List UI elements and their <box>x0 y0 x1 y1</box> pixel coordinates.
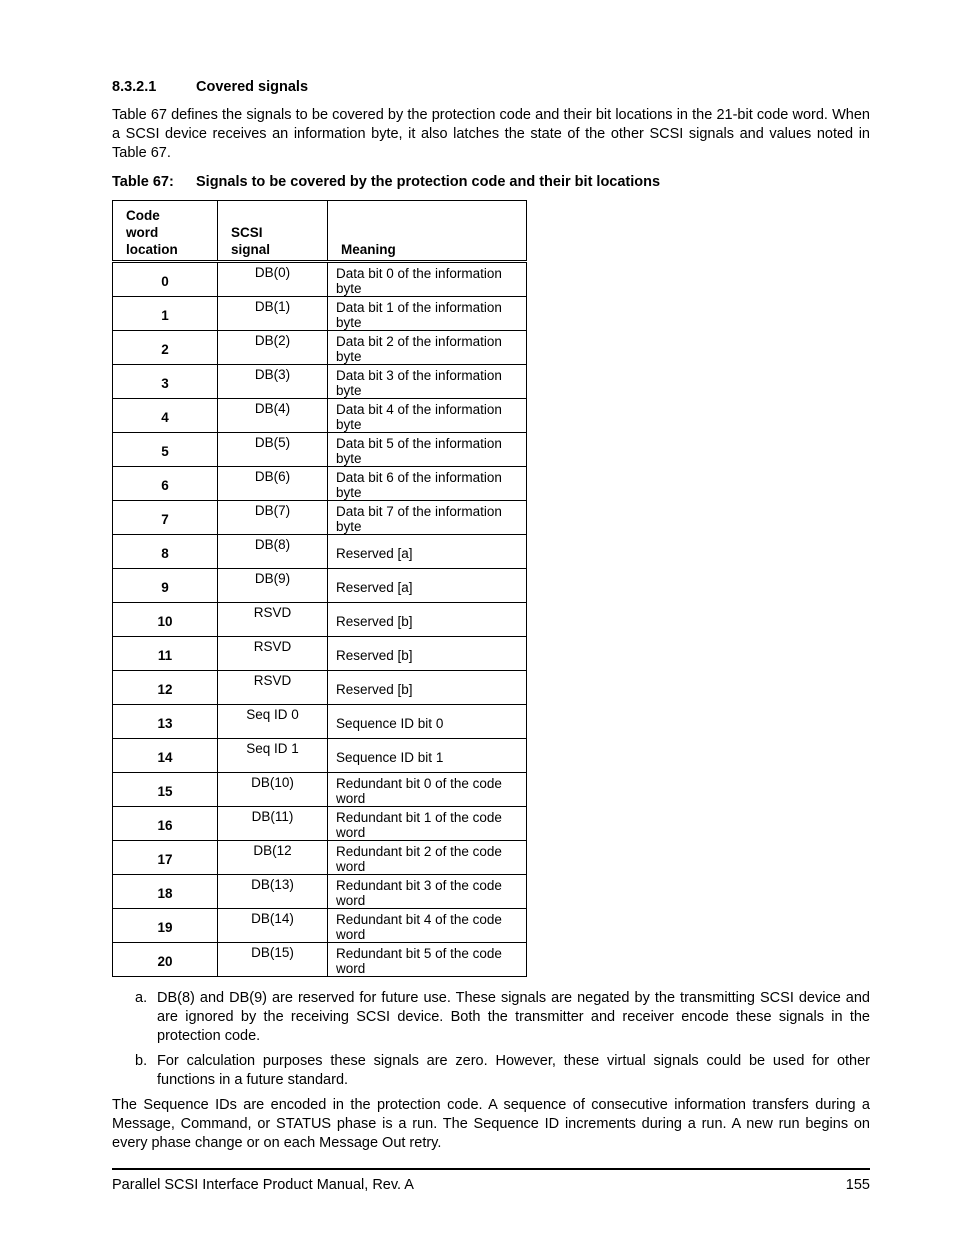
scsi-signal-cell: DB(4) <box>218 399 328 433</box>
table-row <box>113 399 527 433</box>
table-row <box>113 501 527 535</box>
table-header-row <box>113 201 527 262</box>
meaning-cell: Sequence ID bit 0 <box>328 705 527 739</box>
footnote-text: DB(8) and DB(9) are reserved for future use. These signals are negated by the transmitting SCSI device and are ignored by the receiving SCSI device. Both the transmitter and receiver encode these signals in the protection code. <box>157 990 870 1044</box>
footnote-marker: a. <box>135 990 148 1006</box>
code-word-location-cell: 3 <box>113 365 218 399</box>
code-word-location-cell: 20 <box>113 943 218 977</box>
scsi-signal-cell: DB(7) <box>218 501 328 535</box>
page-footer <box>112 1168 870 1193</box>
scsi-signal-cell: DB(6) <box>218 467 328 501</box>
table-row <box>113 467 527 501</box>
footnote <box>112 1052 870 1090</box>
meaning-cell: Redundant bit 0 of the code word <box>328 773 527 807</box>
table-row <box>113 637 527 671</box>
scsi-signal-cell: DB(5) <box>218 433 328 467</box>
meaning-cell: Data bit 6 of the information byte <box>328 467 527 501</box>
table-row <box>113 943 527 977</box>
page-content <box>112 79 870 1153</box>
table-row <box>113 603 527 637</box>
scsi-signal-cell: Seq ID 0 <box>218 705 328 739</box>
code-word-location-cell: 17 <box>113 841 218 875</box>
meaning-cell: Data bit 3 of the information byte <box>328 365 527 399</box>
code-word-location-cell: 5 <box>113 433 218 467</box>
meaning-cell: Data bit 2 of the information byte <box>328 331 527 365</box>
code-word-location-cell: 18 <box>113 875 218 909</box>
meaning-cell: Sequence ID bit 1 <box>328 739 527 773</box>
table-caption <box>112 174 870 190</box>
meaning-cell: Redundant bit 1 of the code word <box>328 807 527 841</box>
scsi-signal-cell: DB(2) <box>218 331 328 365</box>
scsi-signal-cell: DB(3) <box>218 365 328 399</box>
code-word-location-cell: 4 <box>113 399 218 433</box>
scsi-signal-cell: DB(9) <box>218 569 328 603</box>
meaning-cell: Redundant bit 5 of the code word <box>328 943 527 977</box>
scsi-signal-cell: RSVD <box>218 671 328 705</box>
header-line: Meaning <box>341 242 396 257</box>
header-line: Code <box>126 208 160 223</box>
footnote-text: For calculation purposes these signals are zero. However, these virtual signals could be used for other functions in a future standard. <box>157 1053 870 1088</box>
table-row <box>113 535 527 569</box>
code-word-location-cell: 0 <box>113 262 218 297</box>
code-word-location-cell: 8 <box>113 535 218 569</box>
code-word-location-cell: 9 <box>113 569 218 603</box>
header-line: signal <box>231 242 271 257</box>
meaning-cell: Data bit 4 of the information byte <box>328 399 527 433</box>
code-word-location-cell: 14 <box>113 739 218 773</box>
code-word-location-cell: 1 <box>113 297 218 331</box>
table-body <box>113 262 527 977</box>
scsi-signal-cell: DB(1) <box>218 297 328 331</box>
header-code-word-location <box>113 201 218 262</box>
meaning-cell: Redundant bit 2 of the code word <box>328 841 527 875</box>
code-word-location-cell: 19 <box>113 909 218 943</box>
header-line: SCSI <box>231 225 263 240</box>
section-number: 8.3.2.1 <box>112 79 157 95</box>
footnote-marker: b. <box>135 1053 148 1069</box>
table-row <box>113 569 527 603</box>
table-row <box>113 773 527 807</box>
scsi-signal-cell: DB(8) <box>218 535 328 569</box>
meaning-cell: Reserved [a] <box>328 569 527 603</box>
scsi-signal-cell: DB(10) <box>218 773 328 807</box>
section-title: Covered signals <box>196 79 309 95</box>
meaning-cell: Data bit 7 of the information byte <box>328 501 527 535</box>
table-row <box>113 807 527 841</box>
scsi-signal-cell: DB(12 <box>218 841 328 875</box>
closing-paragraph: The Sequence IDs are encoded in the protection code. A sequence of consecutive information transfers during a Message, Command, or STATUS phase is a run. The Sequence ID increments during a run. A new run begins on every phase change or on each Message Out retry. <box>112 1097 870 1151</box>
code-word-location-cell: 2 <box>113 331 218 365</box>
signal-table <box>112 200 527 977</box>
code-word-location-cell: 13 <box>113 705 218 739</box>
code-word-location-cell: 6 <box>113 467 218 501</box>
scsi-signal-cell: DB(14) <box>218 909 328 943</box>
meaning-cell: Reserved [b] <box>328 671 527 705</box>
table-caption-label: Table 67: <box>112 174 174 190</box>
table-row <box>113 705 527 739</box>
meaning-cell: Data bit 1 of the information byte <box>328 297 527 331</box>
header-line: location <box>126 242 178 257</box>
table-row <box>113 433 527 467</box>
code-word-location-cell: 16 <box>113 807 218 841</box>
intro-paragraph: Table 67 defines the signals to be covered by the protection code and their bit locations in the 21-bit code word. When a SCSI device receives an information byte, it also latches the state of the other SCSI signals and values noted in Table 67. <box>112 107 870 161</box>
footer-doc-title: Parallel SCSI Interface Product Manual, Rev. A <box>112 1177 414 1193</box>
code-word-location-cell: 10 <box>113 603 218 637</box>
table-row <box>113 739 527 773</box>
scsi-signal-cell: Seq ID 1 <box>218 739 328 773</box>
scsi-signal-cell: RSVD <box>218 637 328 671</box>
code-word-location-cell: 12 <box>113 671 218 705</box>
table-row <box>113 875 527 909</box>
scsi-signal-cell: DB(0) <box>218 262 328 297</box>
scsi-signal-cell: DB(11) <box>218 807 328 841</box>
code-word-location-cell: 7 <box>113 501 218 535</box>
table-caption-title: Signals to be covered by the protection code and their bit locations <box>196 174 661 190</box>
meaning-cell: Reserved [b] <box>328 637 527 671</box>
scsi-signal-cell: DB(13) <box>218 875 328 909</box>
code-word-location-cell: 15 <box>113 773 218 807</box>
meaning-cell: Data bit 0 of the information byte <box>328 262 527 297</box>
meaning-cell: Redundant bit 4 of the code word <box>328 909 527 943</box>
header-line: word <box>126 225 159 240</box>
footer-page-number: 155 <box>845 1177 870 1193</box>
table-row <box>113 365 527 399</box>
footnotes <box>112 989 870 1090</box>
table-row <box>113 331 527 365</box>
table-row <box>113 841 527 875</box>
meaning-cell: Data bit 5 of the information byte <box>328 433 527 467</box>
footnote <box>112 989 870 1046</box>
meaning-cell: Reserved [a] <box>328 535 527 569</box>
scsi-signal-cell: DB(15) <box>218 943 328 977</box>
table-row <box>113 909 527 943</box>
section-heading <box>112 79 870 95</box>
scsi-signal-cell: RSVD <box>218 603 328 637</box>
table-row <box>113 297 527 331</box>
table-row <box>113 262 527 297</box>
table-row <box>113 671 527 705</box>
header-meaning <box>328 201 527 262</box>
code-word-location-cell: 11 <box>113 637 218 671</box>
header-scsi-signal <box>218 201 328 262</box>
meaning-cell: Redundant bit 3 of the code word <box>328 875 527 909</box>
meaning-cell: Reserved [b] <box>328 603 527 637</box>
